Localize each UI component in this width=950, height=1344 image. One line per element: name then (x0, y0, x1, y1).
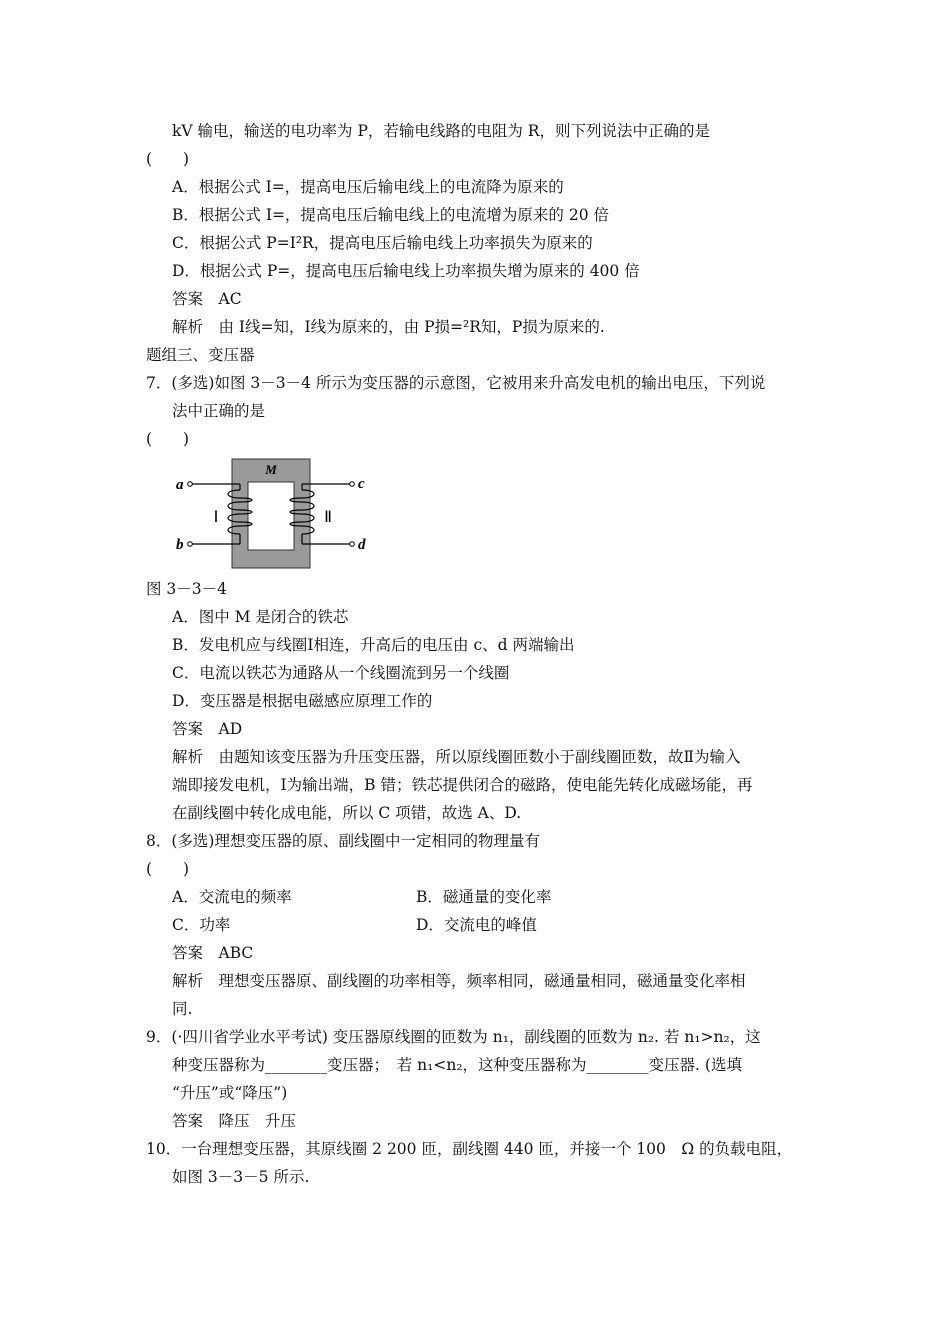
q7-analysis-line3: 在副线圈中转化成电能，所以 C 项错，故选 A、D. (172, 804, 522, 822)
q10-stem-line1: 10．一台理想变压器，其原线圈 2 200 匝，副线圈 440 匝，并接一个 100 Ω 的负载电阻， (146, 1140, 793, 1158)
q7-stem-line1: 7．(多选)如图 3－3－4 所示为变压器的示意图，它被用来升高发电机的输出电压，下列说 (146, 374, 766, 392)
q8-answer: 答案 ABC (172, 944, 254, 962)
q9-stem-line2: 种变压器称为________变压器； 若 n₁<n₂，这种变压器称为________变压器. (选填 (172, 1056, 742, 1074)
terminal-a (188, 482, 193, 487)
terminal-b (188, 542, 193, 547)
terminal-c (350, 482, 355, 487)
q7-option-c: C．电流以铁芯为通路从一个线圈流到另一个线圈 (172, 664, 510, 682)
transformer-diagram (168, 456, 388, 574)
q7-figure-caption: 图 3－3－4 (146, 580, 228, 598)
q9-stem-line1: 9．(·四川省学业水平考试) 变压器原线圈的匝数为 n₁，副线圈的匝数为 n₂. 若 n₁>n₂，这 (146, 1028, 761, 1046)
coil-label-2: Ⅱ (324, 509, 332, 526)
q6-stem-continuation: kV 输电，输送的电功率为 P，若输电线路的电阻为 R，则下列说法中正确的是 (172, 122, 710, 140)
q8-option-d: D．交流电的峰值 (416, 916, 537, 934)
q7-option-d: D．变压器是根据电磁感应原理工作的 (172, 692, 433, 710)
q6-answer-bracket: ( ) (146, 150, 190, 168)
q7-answer-bracket: ( ) (146, 430, 190, 448)
section-title: 题组三、变压器 (146, 346, 255, 364)
q8-option-c: C．功率 (172, 916, 231, 934)
q6-option-b: B．根据公式 I=，提高电压后输电线上的电流增为原来的 20 倍 (172, 206, 610, 224)
q7-answer: 答案 AD (172, 720, 243, 738)
terminal-label-c: c (358, 476, 365, 492)
q8-analysis-line2: 同. (172, 1000, 193, 1018)
q10-stem-line2: 如图 3－3－5 所示. (172, 1168, 310, 1186)
terminal-label-a: a (176, 477, 184, 493)
q8-answer-bracket: ( ) (146, 860, 190, 878)
q6-option-c: C．根据公式 P=I²R，提高电压后输电线上功率损失为原来的 (172, 234, 593, 252)
coil-label-1: Ⅰ (213, 509, 219, 526)
q8-option-b: B．磁通量的变化率 (416, 888, 552, 906)
q6-answer: 答案 AC (172, 290, 242, 308)
q6-analysis: 解析 由 I线=知，I线为原来的，由 P损=²R知，P损为原来的. (172, 318, 605, 336)
terminal-label-b: b (176, 537, 184, 553)
q9-answer: 答案 降压 升压 (172, 1112, 297, 1130)
q8-option-a: A．交流电的频率 (172, 888, 292, 906)
q7-analysis-line2: 端即接发电机，Ⅰ为输出端，B 错；铁芯提供闭合的磁路，使电能先转化成磁场能，再 (172, 776, 753, 794)
q7-analysis-line1: 解析 由题知该变压器为升压变压器，所以原线圈匝数小于副线圈匝数，故Ⅱ为输入 (172, 748, 741, 766)
q8-stem: 8．(多选)理想变压器的原、副线圈中一定相同的物理量有 (146, 832, 540, 850)
q7-option-a: A．图中 M 是闭合的铁芯 (172, 608, 349, 626)
q7-option-b: B．发电机应与线圈Ⅰ相连，升高后的电压由 c、d 两端输出 (172, 636, 575, 654)
q9-stem-line3: “升压”或“降压”) (172, 1084, 288, 1102)
q6-option-d: D．根据公式 P=，提高电压后输电线上功率损失增为原来的 400 倍 (172, 262, 640, 280)
q6-option-a: A．根据公式 I=，提高电压后输电线上的电流降为原来的 (172, 178, 564, 196)
terminal-d (350, 542, 355, 547)
q7-stem-line2: 法中正确的是 (172, 402, 266, 420)
terminal-label-d: d (358, 537, 366, 553)
core-label-m: M (265, 462, 277, 477)
q8-analysis-line1: 解析 理想变压器原、副线圈的功率相等，频率相同，磁通量相同，磁通量变化率相 (172, 972, 746, 990)
